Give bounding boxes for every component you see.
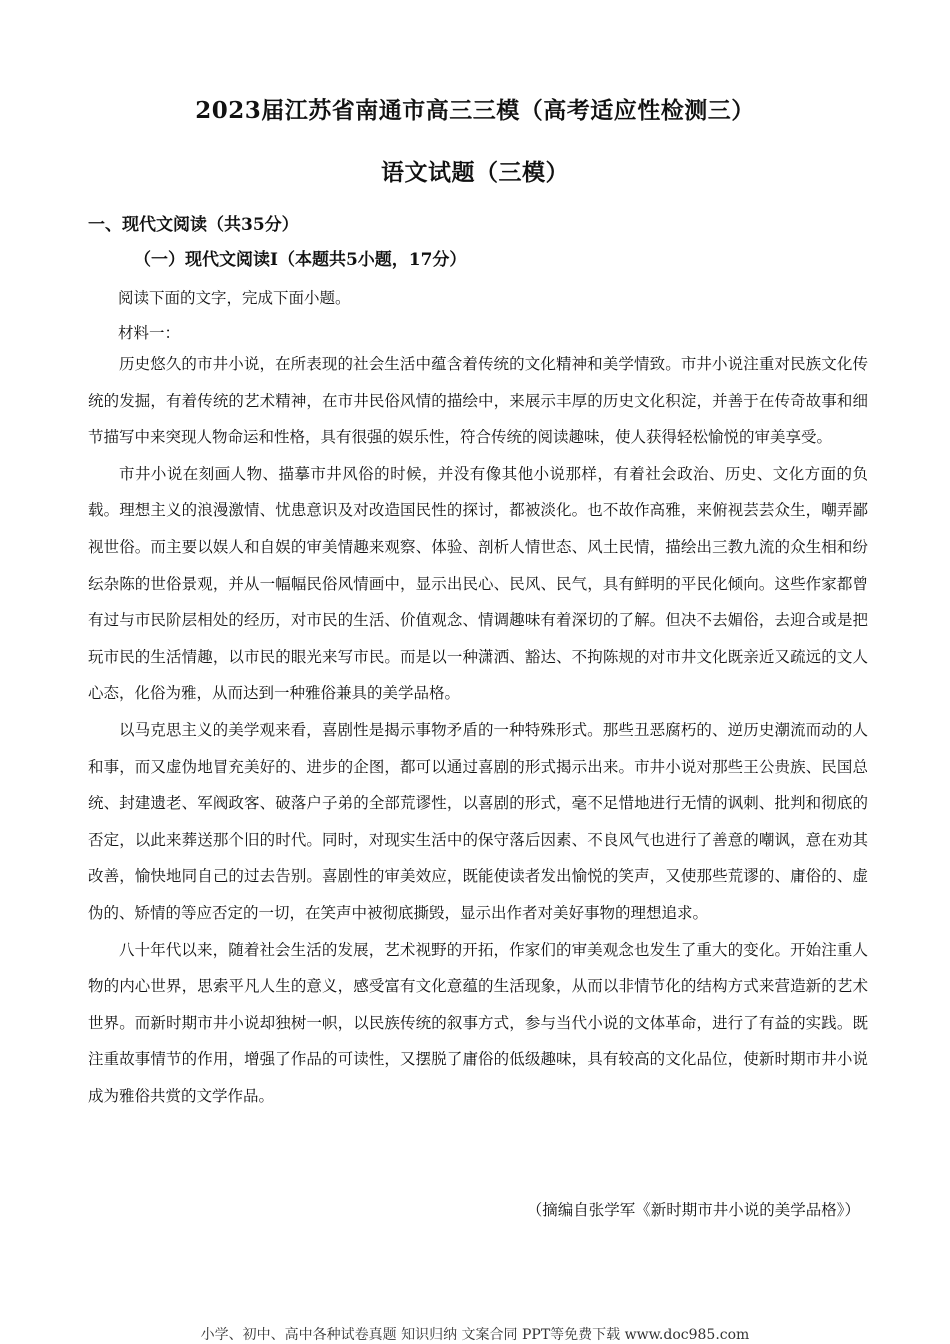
page-footer: 小学、初中、高中各种试卷真题 知识归纳 文案合同 PPT等免费下载 www.doc985.com bbox=[200, 1327, 750, 1343]
material-label: 材料一： bbox=[118, 324, 181, 342]
source-citation: （摘编自张学军《新时期市井小说的美学品格》） bbox=[526, 1201, 860, 1219]
document-subtitle: 语文试题（三模） bbox=[381, 159, 569, 186]
paragraph: 市井小说在刻画人物、描摹市井风俗的时候，并没有像其他小说那样，有着社会政治、历史、文化方面的负载。理想主义的浪漫激情、忧患意识及对改造国民性的探讨，都被淡化。也不故作高雅，来俯视芸芸众生，嘲弄鄙视世俗。而主要以娱人和自娱的审美情趣来观察、体验、剖析人情世态、风土民情，描绘出三教九流的众生相和纷纭杂陈的世俗景观，并从一幅幅民俗风情画中，显示出民心、民风、民气，具有鲜明的平民化倾向。这些作家都曾有过与市民阶层相处的经历，对市民的生活、价值观念、情调趣味有着深切的了解。但决不去媚俗，去迎合或是把玩市民的生活情趣，以市民的眼光来写市民。而是以一种潇洒、豁达、不拘陈规的对市井文化既亲近又疏远的文人心态，化俗为雅，从而达到一种雅俗兼具的美学品格。 bbox=[88, 464, 868, 703]
section-heading: 一、现代文阅读（共35分） bbox=[88, 215, 299, 235]
document-title: 2023届江苏省南通市高三三模（高考适应性检测三） bbox=[195, 97, 755, 124]
reading-instruction: 阅读下面的文字，完成下面小题。 bbox=[118, 289, 351, 307]
paragraph: 以马克思主义的美学观来看，喜剧性是揭示事物矛盾的一种特殊形式。那些丑恶腐朽的、逆历史潮流而动的人和事，而又虚伪地冒充美好的、进步的企图，都可以通过喜剧的形式揭示出来。市井小说对那些王公贵族、民国总统、封建遗老、军阀政客、破落户子弟的全部荒谬性，以喜剧的形式，毫不足惜地进行无情的讽刺、批判和彻底的否定，以此来葬送那个旧的时代。同时，对现实生活中的保守落后因素、不良风气也进行了善意的嘲讽，意在劝其改善，愉快地同自己的过去告别。喜剧性的审美效应，既能使读者发出愉悦的笑声，又使那些荒谬的、庸俗的、虚伪的、矫情的等应否定的一切，在笑声中被彻底撕毁，显示出作者对美好事物的理想追求。 bbox=[88, 720, 868, 922]
sub-heading: （一）现代文阅读Ⅰ（本题共5小题，17分） bbox=[134, 250, 467, 270]
material-body bbox=[88, 346, 868, 1114]
paragraph: 历史悠久的市井小说，在所表现的社会生活中蕴含着传统的文化精神和美学情致。市井小说注重对民族文化传统的发掘，有着传统的艺术精神，在市井民俗风情的描绘中，来展示丰厚的历史文化积淀，并善于在传奇故事和细节描写中来突现人物命运和性格，具有很强的娱乐性，符合传统的阅读趣味，使人获得轻松愉悦的审美享受。 bbox=[88, 355, 868, 447]
paragraph: 八十年代以来，随着社会生活的发展，艺术视野的开拓，作家们的审美观念也发生了重大的变化。开始注重人物的内心世界，思索平凡人生的意义，感受富有文化意蕴的生活现象，从而以非情节化的结构方式来营造新的艺术世界。而新时期市井小说却独树一帜，以民族传统的叙事方式，参与当代小说的文体革命，进行了有益的实践。既注重故事情节的作用，增强了作品的可读性，又摆脱了庸俗的低级趣味，具有较高的文化品位，使新时期市井小说成为雅俗共赏的文学作品。 bbox=[88, 940, 868, 1105]
